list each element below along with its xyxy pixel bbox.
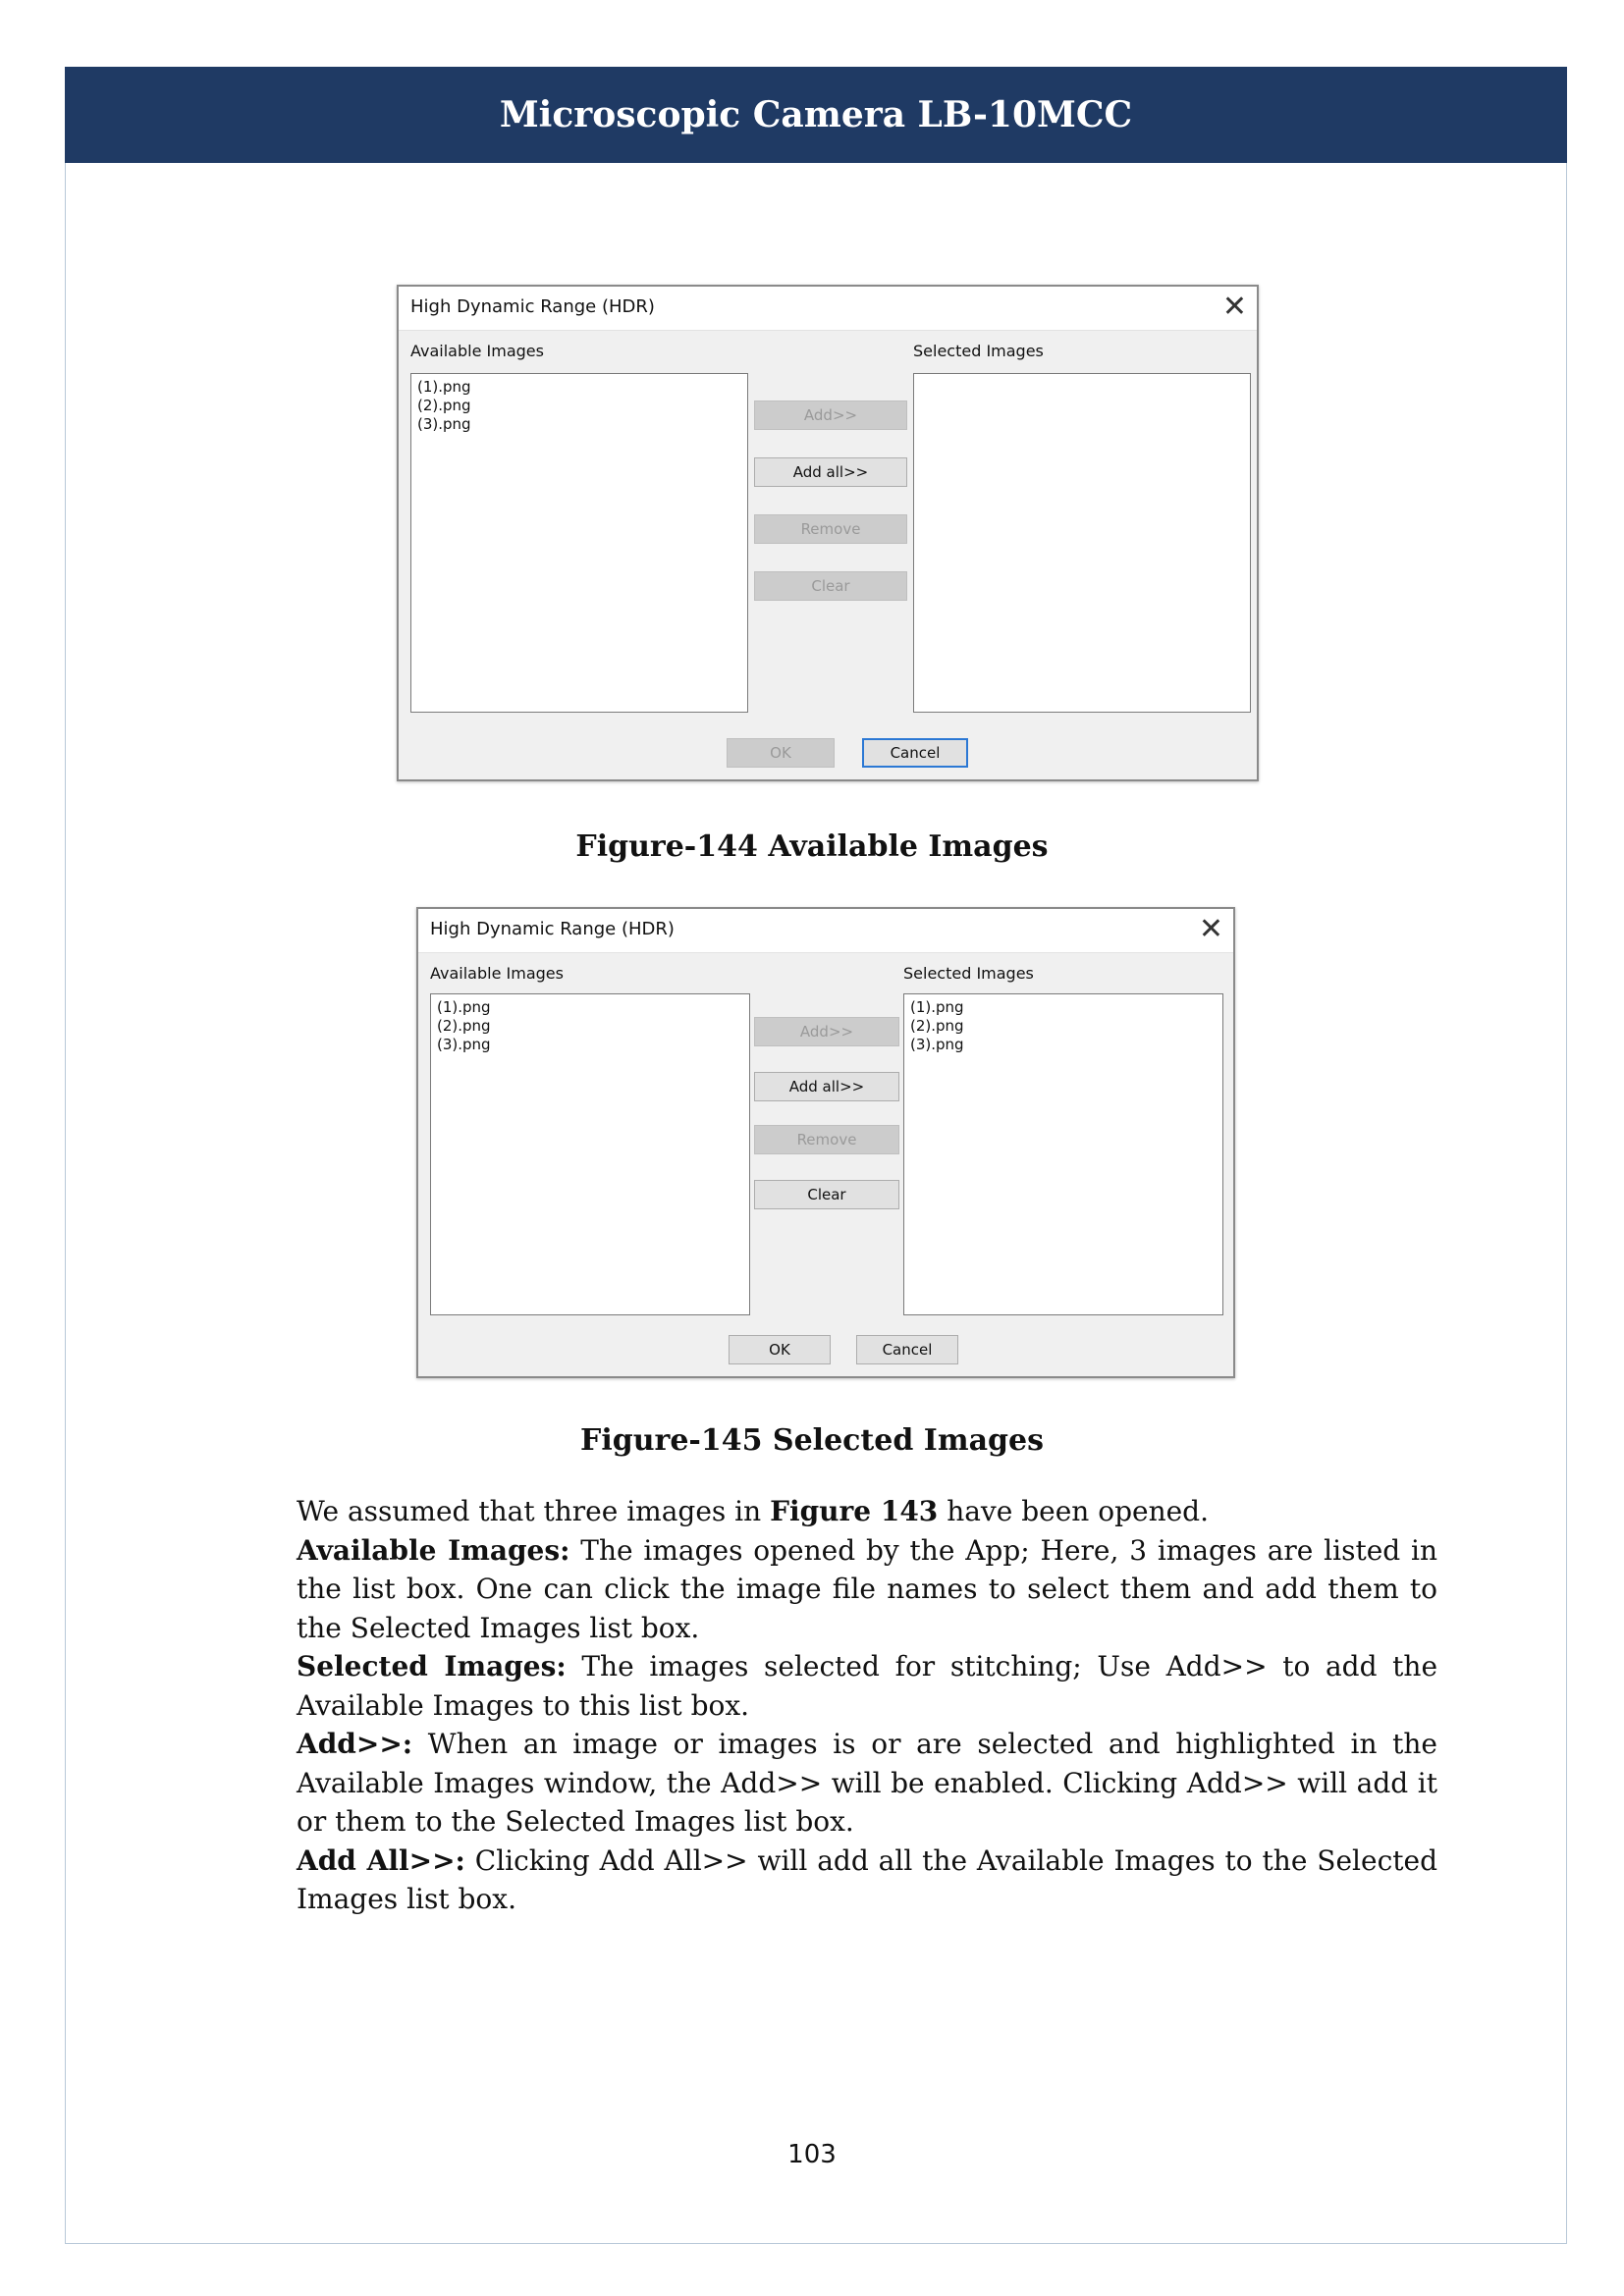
definition-text: The images selected for stitching; Use Add>> to add the Available Images to this list box. — [297, 1650, 1438, 1722]
body-text — [297, 1492, 1437, 1919]
clear-button[interactable]: Clear — [754, 1180, 899, 1209]
available-images-label: Available Images — [410, 342, 544, 360]
dialog-title: High Dynamic Range (HDR) — [410, 296, 655, 317]
available-images-label: Available Images — [430, 964, 564, 983]
selected-images-label: Selected Images — [903, 964, 1034, 983]
definition-term: Selected Images: — [297, 1650, 567, 1682]
available-images-listbox[interactable] — [430, 993, 750, 1315]
available-images-listbox[interactable] — [410, 373, 748, 713]
list-item[interactable]: (2).png — [910, 1017, 964, 1035]
figure-reference: Figure 143 — [770, 1495, 939, 1527]
dialog-title-bar — [418, 909, 1233, 953]
close-icon[interactable]: ✕ — [1221, 290, 1247, 324]
figure-caption: Figure-145 Selected Images — [580, 1423, 1044, 1458]
selected-images-label: Selected Images — [913, 342, 1044, 360]
clear-button[interactable]: Clear — [754, 571, 907, 601]
definition-paragraph — [297, 1725, 1437, 1842]
definition-text: When an image or images is or are selected and highlighted in the Available Images window, the Add>> will be enabled. Clicking Add>> will add it or them to the Selected Images list box. — [297, 1728, 1437, 1838]
list-item[interactable]: (1).png — [910, 998, 964, 1016]
hdr-dialog-selected — [416, 907, 1235, 1378]
cancel-button[interactable]: Cancel — [856, 1335, 958, 1364]
list-item[interactable]: (3).png — [417, 415, 471, 433]
definition-paragraph — [297, 1647, 1437, 1725]
definition-term: Add All>>: — [297, 1843, 465, 1877]
list-item[interactable]: (1).png — [417, 378, 471, 396]
remove-button[interactable]: Remove — [754, 514, 907, 544]
definition-term: Available Images: — [297, 1533, 570, 1567]
list-item[interactable]: (2).png — [437, 1017, 491, 1035]
dialog-title-bar — [399, 287, 1257, 331]
remove-button[interactable]: Remove — [754, 1125, 899, 1154]
definition-paragraph — [297, 1531, 1437, 1648]
list-item[interactable]: (2).png — [417, 397, 471, 414]
selected-images-listbox[interactable] — [913, 373, 1251, 713]
intro-text: We assumed that three images in — [297, 1495, 771, 1527]
close-icon[interactable]: ✕ — [1198, 912, 1223, 946]
figure-caption: Figure-144 Available Images — [575, 829, 1049, 864]
page-number: 103 — [787, 2140, 837, 2169]
add-all-button[interactable]: Add all>> — [754, 457, 907, 487]
definition-text: The images opened by the App; Here, 3 images are listed in the list box. One can click the image file names to select them and add them to the Selected Images list box. — [297, 1533, 1437, 1644]
ok-button[interactable]: OK — [729, 1335, 831, 1364]
add-button[interactable]: Add>> — [754, 400, 907, 430]
ok-button[interactable]: OK — [727, 738, 835, 768]
definition-text: Clicking Add All>> will add all the Available Images to the Selected Images list box. — [297, 1843, 1438, 1915]
intro-text: have been opened. — [938, 1495, 1209, 1527]
dialog-title: High Dynamic Range (HDR) — [430, 919, 675, 939]
cancel-button[interactable]: Cancel — [862, 738, 968, 768]
list-item[interactable]: (1).png — [437, 998, 491, 1016]
list-item[interactable]: (3).png — [910, 1036, 964, 1053]
list-item[interactable]: (3).png — [437, 1036, 491, 1053]
definition-paragraph — [297, 1842, 1437, 1919]
header-title: Microscopic Camera LB-10MCC — [499, 94, 1133, 135]
selected-images-listbox[interactable] — [903, 993, 1223, 1315]
add-button[interactable]: Add>> — [754, 1017, 899, 1046]
definition-term: Add>>: — [297, 1728, 413, 1760]
intro-paragraph — [297, 1492, 1437, 1531]
hdr-dialog-available — [397, 285, 1259, 781]
add-all-button[interactable]: Add all>> — [754, 1072, 899, 1101]
page-header — [65, 67, 1567, 163]
